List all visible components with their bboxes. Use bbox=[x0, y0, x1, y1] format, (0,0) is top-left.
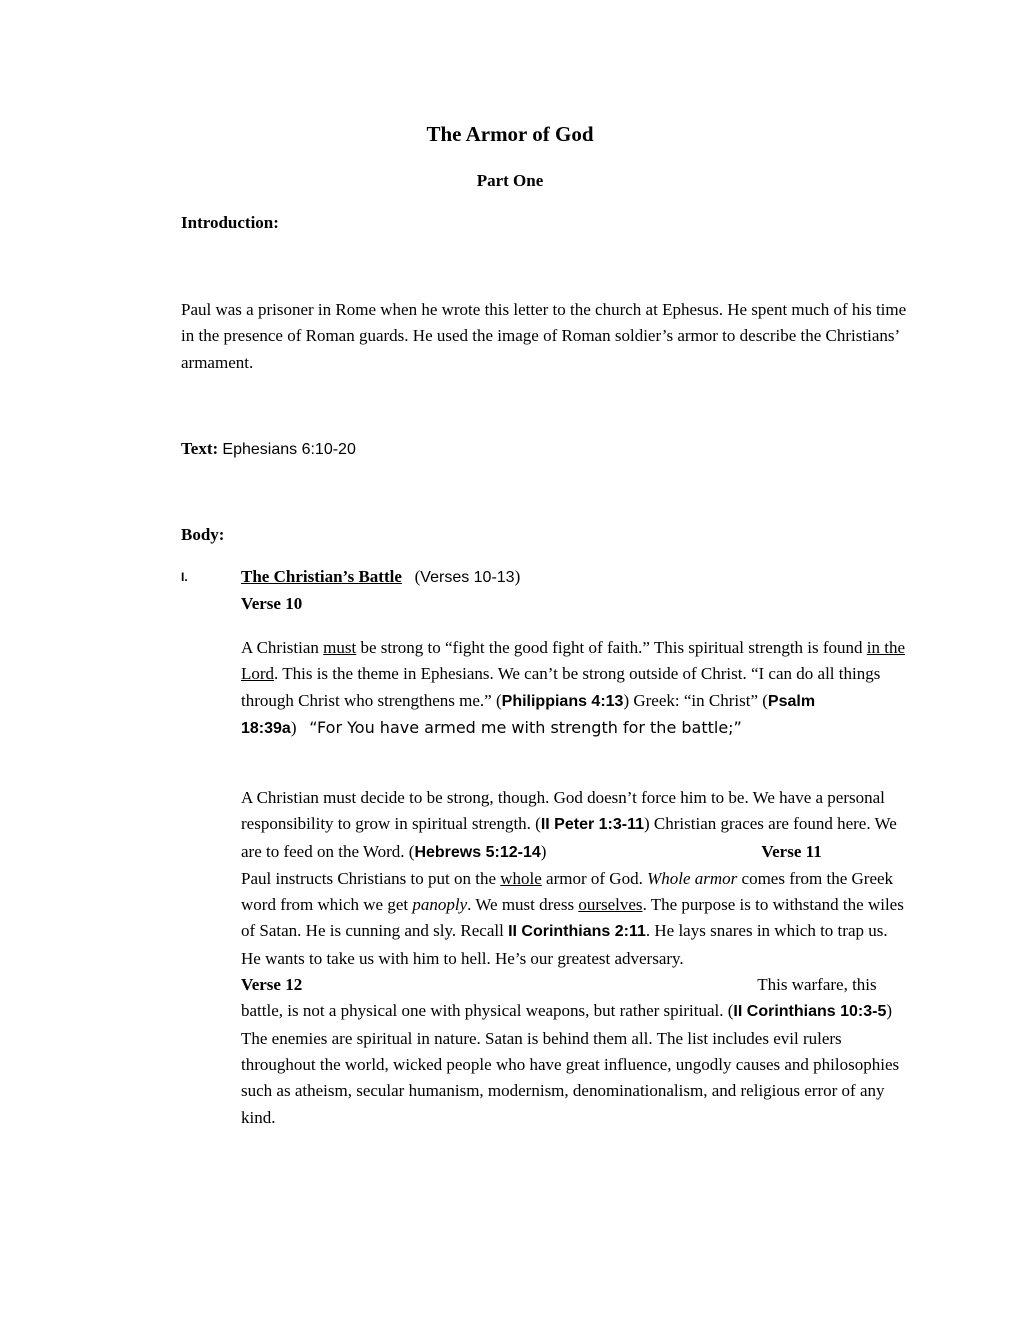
body-heading: Body: bbox=[181, 525, 225, 544]
psalm-quote: “For You have armed me with strength for the battle;” bbox=[309, 717, 742, 737]
ref-philippians: Philippians 4:13 bbox=[501, 692, 624, 710]
text-reference bbox=[181, 439, 356, 459]
ref-hebrews: Hebrews 5:12-14 bbox=[414, 843, 541, 861]
section-heading-ref: Verses 10-13 bbox=[420, 569, 515, 586]
document-title: The Armor of God bbox=[426, 122, 594, 146]
emphasis-panoply: panoply bbox=[412, 895, 468, 915]
verse-12-label: Verse 12 bbox=[241, 975, 303, 995]
verse-11-label: Verse 11 bbox=[761, 841, 822, 861]
section-numeral: I. bbox=[181, 570, 188, 584]
intro-paragraph: Paul was a prisoner in Rome when he wrote this letter to the church at Ephesus. He spent much of his time in the presence of Roman guards. He used the image of Roman soldier’s armor to describe the Christians’ armament. bbox=[181, 300, 907, 372]
emphasis-in-the-lord: in the Lord bbox=[241, 638, 906, 684]
introduction-heading: Introduction: bbox=[181, 213, 279, 232]
emphasis-whole: whole bbox=[500, 868, 542, 888]
ref-psalm: Psalm 18:39a bbox=[241, 692, 816, 737]
document-subtitle: Part One bbox=[476, 171, 544, 190]
ref-ii-corinthians-2: II Corinthians 2:11 bbox=[508, 923, 646, 941]
verse-10-label: Verse 10 bbox=[241, 594, 303, 613]
ref-ii-corinthians-10: II Corinthians 10:3-5 bbox=[733, 1003, 887, 1021]
emphasis-ourselves: ourselves bbox=[578, 895, 643, 915]
section-heading: The Christian’s Battle (Verses 10-13) bbox=[241, 567, 521, 586]
section-title: The Christian’s Battle bbox=[241, 567, 402, 586]
paragraph-verses-11-12: A Christian must decide to be strong, though. God doesn’t force him to be. We have a personal responsibility to grow in spiritual strength. (II Peter 1:3-11) Christian graces are found here. We are to feed on the Word. (Hebrews 5:12-14) Verse 11 Paul instructs Christians to put on the whole armor of God. Whole armor comes from the Greek word from which we get panoply. We must dress ourselves. The purpose is to withstand the wiles of Satan. He is cunning and sly. Recall II Corinthians 2:11. He lays snares in which to trap us. He wants to take us with him to hell. He’s our greatest adversary. Verse 12 This warfare, this battle, is not a physical one with physical weapons, but rather spiritual. (II Corinthians 10:3-5) The enemies are spiritual in nature. Satan is behind them all. The list includes evil rulers throughout the world, wicked people who have great influence, ungodly causes and philosophies such as atheism, secular humanism, modernism, denominationalism, and religious error of any kind. bbox=[241, 788, 904, 1127]
ref-ii-peter: II Peter 1:3-11 bbox=[540, 816, 645, 834]
text-label: Text: bbox=[181, 439, 219, 458]
emphasis-must: must bbox=[323, 638, 357, 657]
scripture-reference: Ephesians 6:10-20 bbox=[222, 441, 356, 458]
emphasis-whole-armor: Whole armor bbox=[647, 868, 738, 888]
paragraph-verse-10: A Christian must be strong to “fight the good fight of faith.” This spiritual strength is found in the Lord. This is the theme in Ephesians. We can’t be strong outside of Christ. “I can do all things through Christ who strengthens me.” (Philippians 4:13) Greek: “in Christ” (Psalm 18:39a) “For You have armed me with strength for the battle;” bbox=[241, 638, 906, 737]
